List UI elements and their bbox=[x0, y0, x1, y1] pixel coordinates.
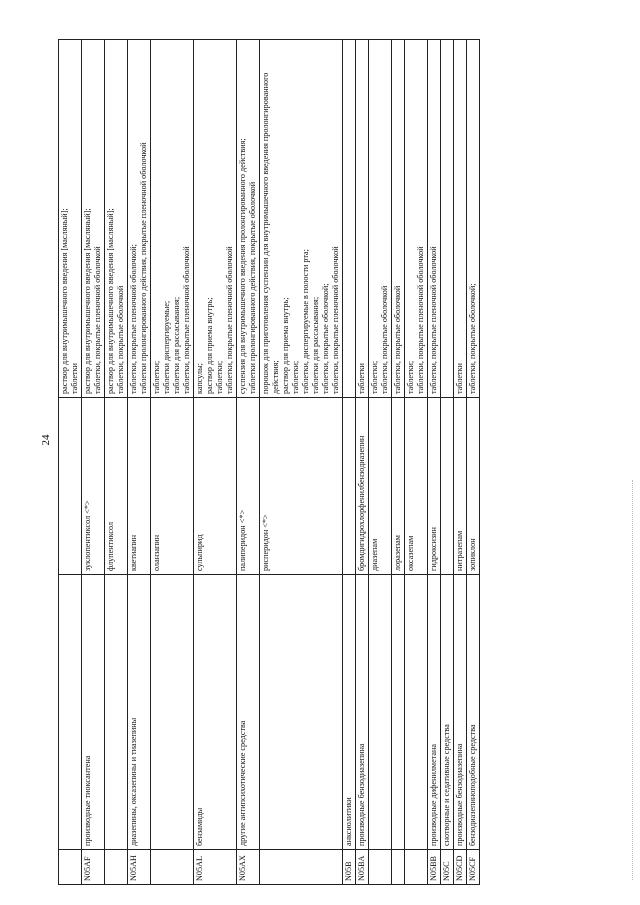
table-row bbox=[128, 40, 151, 885]
dosage-form-line: суспензия для внутримышечного введения пролонгированного действия; bbox=[238, 138, 247, 394]
dosage-forms-cell bbox=[454, 40, 467, 398]
dosage-form-line: таблетки; bbox=[370, 360, 379, 394]
dosage-form-line: таблетки bbox=[455, 363, 464, 394]
drug-name-cell: нитразепам bbox=[454, 398, 467, 575]
table-row bbox=[369, 40, 392, 885]
dosage-form-line: таблетки, покрытые пленочной оболочкой bbox=[93, 246, 102, 394]
dosage-forms-cell bbox=[59, 40, 82, 398]
group-name-cell bbox=[260, 575, 343, 850]
atc-code-cell: N05BA bbox=[356, 850, 369, 885]
drug-name-cell: зуклопентиксол <*> bbox=[82, 398, 105, 575]
dosage-form-line: таблетки, диспергируемые в полости рта; bbox=[301, 249, 310, 394]
drug-name-cell: диазепам bbox=[369, 398, 392, 575]
drug-name-cell: оланзапин bbox=[151, 398, 194, 575]
drug-name-cell: сульпирид bbox=[194, 398, 237, 575]
dosage-form-line: раствор для внутримышечного введения [масляный]; bbox=[60, 208, 69, 394]
dosage-forms-cell bbox=[428, 40, 441, 398]
atc-code-cell: N05CF bbox=[467, 850, 480, 885]
group-name-cell: производные тиоксантена bbox=[82, 575, 105, 850]
drug-name-cell: оксазепам bbox=[405, 398, 428, 575]
dosage-form-line: таблетки; bbox=[291, 360, 300, 394]
atc-code-cell bbox=[105, 850, 128, 885]
atc-code-cell: N05AL bbox=[194, 850, 237, 885]
dosage-form-line: раствор для внутримышечного введения [масляный]; bbox=[83, 208, 92, 394]
rotated-table-container bbox=[58, 68, 613, 885]
dosage-forms-cell bbox=[405, 40, 428, 398]
atc-code-cell: N05B bbox=[343, 850, 356, 885]
dosage-forms-cell bbox=[105, 40, 128, 398]
group-name-cell: другие антипсихотические средства bbox=[237, 575, 260, 850]
group-name-cell: анксиолитики bbox=[343, 575, 356, 850]
atc-code-cell bbox=[151, 850, 194, 885]
atc-code-cell bbox=[59, 850, 82, 885]
group-name-cell: производные бензодиазепина bbox=[356, 575, 369, 850]
dosage-form-line: таблетки bbox=[70, 363, 79, 394]
group-name-cell: диазепины, оксазепины и тиазепины bbox=[128, 575, 151, 850]
dosage-forms-cell bbox=[441, 40, 454, 398]
dosage-forms-cell bbox=[356, 40, 369, 398]
dosage-form-line: раствор для приема внутрь; bbox=[281, 297, 290, 394]
dosage-form-line: раствор для приема внутрь; bbox=[205, 297, 214, 394]
atc-code-cell bbox=[260, 850, 343, 885]
dosage-form-line: таблетки; bbox=[406, 360, 415, 394]
group-name-cell: бензодиазепиноподобные средства bbox=[467, 575, 480, 850]
table-row bbox=[392, 40, 405, 885]
atc-code-cell: N05AH bbox=[128, 850, 151, 885]
table-row bbox=[343, 40, 356, 885]
dosage-form-line: таблетки, покрытые оболочкой; bbox=[321, 283, 330, 394]
atc-code-cell: N05BB bbox=[428, 850, 441, 885]
table-row bbox=[105, 40, 128, 885]
group-name-cell: производные бензодиазепина bbox=[454, 575, 467, 850]
table-row bbox=[454, 40, 467, 885]
group-name-cell: производные дифенилметана bbox=[428, 575, 441, 850]
dosage-form-line: таблетки пролонгированного действия, покрытые пленочной оболочкой bbox=[139, 142, 148, 394]
group-name-cell bbox=[59, 575, 82, 850]
atc-code-cell: N05C bbox=[441, 850, 454, 885]
dosage-forms-cell bbox=[237, 40, 260, 398]
table-row bbox=[428, 40, 441, 885]
dosage-form-line: таблетки диспергируемые; bbox=[162, 300, 171, 394]
drug-name-cell: флупентиксол bbox=[105, 398, 128, 575]
dosage-forms-cell bbox=[260, 40, 343, 398]
atc-code-cell bbox=[405, 850, 428, 885]
dosage-form-line: таблетки, покрытые пленочной оболочкой; bbox=[129, 244, 138, 394]
scan-margin-mark bbox=[632, 480, 637, 880]
dosage-forms-cell bbox=[82, 40, 105, 398]
table-row bbox=[467, 40, 480, 885]
group-name-cell bbox=[151, 575, 194, 850]
group-name-cell bbox=[369, 575, 392, 850]
dosage-form-line: таблетки пролонгированного действия, покрытые оболочкой bbox=[248, 181, 257, 394]
table-row bbox=[59, 40, 82, 885]
dosage-forms-cell bbox=[194, 40, 237, 398]
dosage-form-line: таблетки, покрытые пленочной оболочкой bbox=[331, 246, 340, 394]
table-row bbox=[405, 40, 428, 885]
dosage-form-line: таблетки, покрытые пленочной оболочкой bbox=[225, 246, 234, 394]
group-name-cell bbox=[405, 575, 428, 850]
atc-code-cell: N05AF bbox=[82, 850, 105, 885]
dosage-form-line: таблетки, покрытые пленочной оболочкой bbox=[416, 246, 425, 394]
dosage-form-line: таблетки bbox=[357, 363, 366, 394]
dosage-form-line: капсулы; bbox=[195, 363, 204, 394]
group-name-cell bbox=[392, 575, 405, 850]
table-row bbox=[194, 40, 237, 885]
dosage-form-line: порошок для приготовления суспензии для внутримышечного введения пролонгированного действия; bbox=[261, 72, 280, 394]
atc-code-cell bbox=[392, 850, 405, 885]
dosage-form-line: таблетки, покрытые оболочкой bbox=[380, 285, 389, 394]
drug-name-cell: бромдигидрохлорфенилбензодиазепин bbox=[356, 398, 369, 575]
dosage-form-line: таблетки, покрытые оболочкой; bbox=[468, 283, 477, 394]
drug-name-cell: кветиапин bbox=[128, 398, 151, 575]
dosage-form-line: таблетки для рассасывания; bbox=[172, 296, 181, 394]
drug-name-cell bbox=[343, 398, 356, 575]
table-row bbox=[441, 40, 454, 885]
table-row bbox=[151, 40, 194, 885]
dosage-form-line: таблетки для рассасывания; bbox=[311, 296, 320, 394]
atc-code-cell: N05AX bbox=[237, 850, 260, 885]
drug-name-cell: палиперидон <*> bbox=[237, 398, 260, 575]
drug-name-cell: зопиклон bbox=[467, 398, 480, 575]
group-name-cell bbox=[105, 575, 128, 850]
group-name-cell: бензамиды bbox=[194, 575, 237, 850]
drug-name-cell bbox=[59, 398, 82, 575]
drug-name-cell: рисперидон <*> bbox=[260, 398, 343, 575]
dosage-form-line: таблетки, покрытые пленочной оболочкой bbox=[429, 246, 438, 394]
group-name-cell: снотворные и седативные средства bbox=[441, 575, 454, 850]
dosage-forms-cell bbox=[369, 40, 392, 398]
drug-table bbox=[58, 39, 480, 885]
drug-name-cell bbox=[441, 398, 454, 575]
dosage-form-line: таблетки; bbox=[215, 360, 224, 394]
dosage-forms-cell bbox=[392, 40, 405, 398]
dosage-forms-cell bbox=[467, 40, 480, 398]
dosage-forms-cell bbox=[343, 40, 356, 398]
dosage-form-line: таблетки, покрытые оболочкой bbox=[116, 285, 125, 394]
drug-name-cell: лоразепам bbox=[392, 398, 405, 575]
atc-code-cell bbox=[369, 850, 392, 885]
table-row bbox=[237, 40, 260, 885]
dosage-form-line: таблетки, покрытые оболочкой bbox=[393, 285, 402, 394]
table-row bbox=[260, 40, 343, 885]
table-row bbox=[82, 40, 105, 885]
dosage-forms-cell bbox=[151, 40, 194, 398]
dosage-form-line: таблетки, покрытые пленочной оболочкой bbox=[182, 246, 191, 394]
atc-code-cell: N05CD bbox=[454, 850, 467, 885]
dosage-form-line: раствор для внутримышечного введения [масляный]; bbox=[106, 208, 115, 394]
table-row bbox=[356, 40, 369, 885]
dosage-form-line: таблетки; bbox=[152, 360, 161, 394]
drug-name-cell: гидроксизин bbox=[428, 398, 441, 575]
dosage-forms-cell bbox=[128, 40, 151, 398]
page-number: 24 bbox=[40, 434, 52, 446]
drug-table-body bbox=[59, 40, 480, 885]
